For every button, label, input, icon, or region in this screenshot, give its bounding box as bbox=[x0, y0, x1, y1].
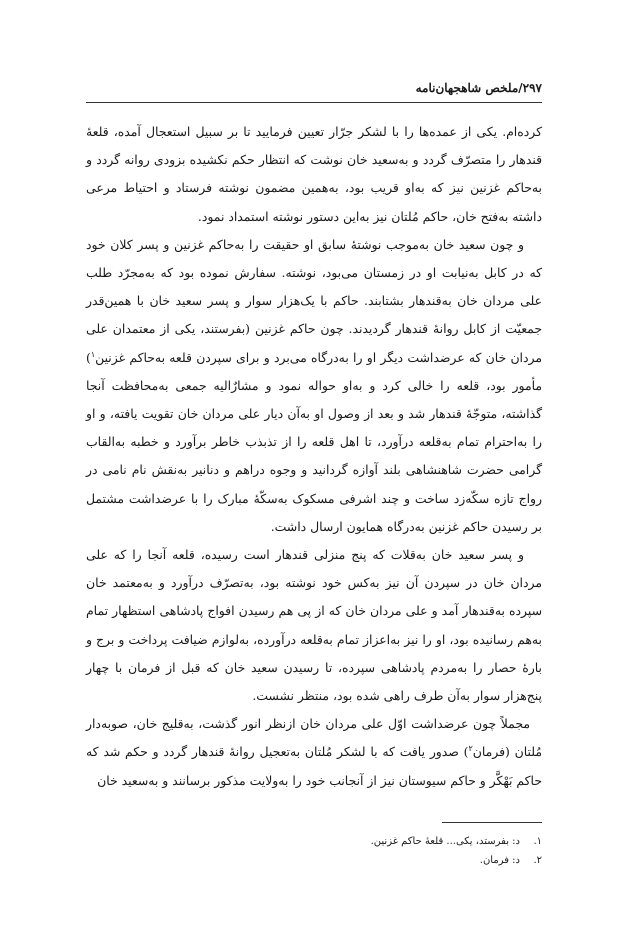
footnote-2-number: ۲. bbox=[533, 855, 542, 866]
paragraph-4 bbox=[86, 710, 542, 795]
footnote-1-number: ۱. bbox=[533, 836, 542, 847]
footnote-2-text: د: فرمان. bbox=[479, 855, 520, 866]
footnote-divider bbox=[442, 822, 542, 823]
paragraph-2-text-cont: ) مأمور بود، قلعه را خالی کرد و به‌او حواله نمود و مشارٌالیه جمعی به‌محافظت آنجا گذاشته، متوجّهٔ قندهار شد و بعد از وصول او به‌آن دیار علی مردان خان تقویت یافته، و او را به‌احترام تمام به‌قلعه درآورد، تا اهل قلعه را از تذبذب خاطر برآورد و خطبه به‌القاب گرامی حضرت شاهنشاهی بلند آوازه گردانید و وجوه دراهم و دنانیر به‌نقش نام نامی در رواج تازه سکّه‌زد ساخت و چند اشرفی مسکوک به‌سکّهٔ مبارک را با عرضداشت مشتمل بر رسیدن حاکم غزنین به‌درگاه همایون ارسال داشت. bbox=[86, 349, 542, 534]
footnotes bbox=[86, 832, 542, 870]
footnote-2 bbox=[86, 851, 542, 870]
paragraph-4-text: مجملاً چون عرضداشت اوّل علی مردان خان ازنظر انور گذشت، به‌قلیج خان، صوبه‌دار مُلتان (فرمان bbox=[86, 716, 543, 760]
paragraph-1 bbox=[86, 118, 542, 231]
paragraph-4-text-cont: ) صدور یافت که با لشکر مُلتان به‌تعجیل روانهٔ قندهار گردد و حکم شد که حاکم بَهْکَّر و حاکم سیوستان نیز از آنجانب خود را به‌ولایت مذکور برسانند و به‌سعید خان bbox=[86, 744, 542, 788]
paragraph-3 bbox=[86, 541, 542, 710]
footnote-ref-1[interactable]: ۱ bbox=[90, 349, 96, 359]
footnote-1-text: د: بفرستد، یکی... قلعهٔ حاکم غزنین. bbox=[370, 836, 520, 847]
paragraph-2 bbox=[86, 231, 542, 541]
footnote-1 bbox=[86, 832, 542, 851]
paragraph-1-text: کرده‌ام. یکی از عمده‌ها را با لشکر جرّار تعیین فرمایید تا بر سبیل استعجال آمده، قلعهٔ قندهار را متصرّف گردد و به‌سعید خان نوشت که انتظار حکم نکشیده بزودی روانه گردد و به‌حاکم غزنین نیز که به‌او قریب بود، به‌همین مضمون نوشته فرستاد و احتیاط مرعی داشته به‌فتح خان، حاکم مُلتان نیز به‌این دستور نوشته استمداد نمود. bbox=[86, 124, 542, 224]
paragraph-2-text: و چون سعید خان به‌موجب نوشتهٔ سابق او حقیقت را به‌حاکم غزنین و پسر کلان خود که در کابل به‌نیابت او در زمستان می‌بود، نوشته. سفارش نموده بود که به‌مجرّد طلب علی مردان خان به‌قندهار بشتابند. حاکم با یک‌هزار سوار و پسر سعید خان با همین‌قدر جمعیّت از کابل روانهٔ قندهار گردیدند. چون حاکم غزنین (بفرستند، یکی از معتمدان علی مردان خان که عرضداشت دیگر او را به‌درگاه می‌برد و برای سپردن قلعه به‌حاکم غزنین bbox=[86, 236, 542, 365]
main-text bbox=[86, 118, 542, 795]
running-title: ۲۹۷/ملخص شاهجهان‌نامه bbox=[415, 81, 542, 95]
paragraph-3-text: و پسر سعید خان به‌قلات که پنج منزلی قندهار است رسیده، قلعه آنجا را که علی مردان خان در سپردن آن نیز به‌کس خود نوشته بود، به‌تصرّف درآورد و به‌معتمد خان سپرده به‌قندهار آمد و علی مردان خان که از پی هم رسیدن افواج پادشاهی استظهار تمام به‌هم رسانیده بود، او را نیز به‌اعزاز تمام به‌قلعه درآورده، به‌لوازم ضیافت پرداخت و برج و بارهٔ حصار را به‌مردم پادشاهی سپرده، تا رسیدن سعید خان که قبل از فرمان با چهار پنج‌هزار سوار به‌آن طرف راهی شده بود، منتظر نشست. bbox=[86, 547, 542, 704]
running-header bbox=[86, 78, 542, 103]
footnote-ref-2[interactable]: ۲ bbox=[468, 744, 473, 754]
